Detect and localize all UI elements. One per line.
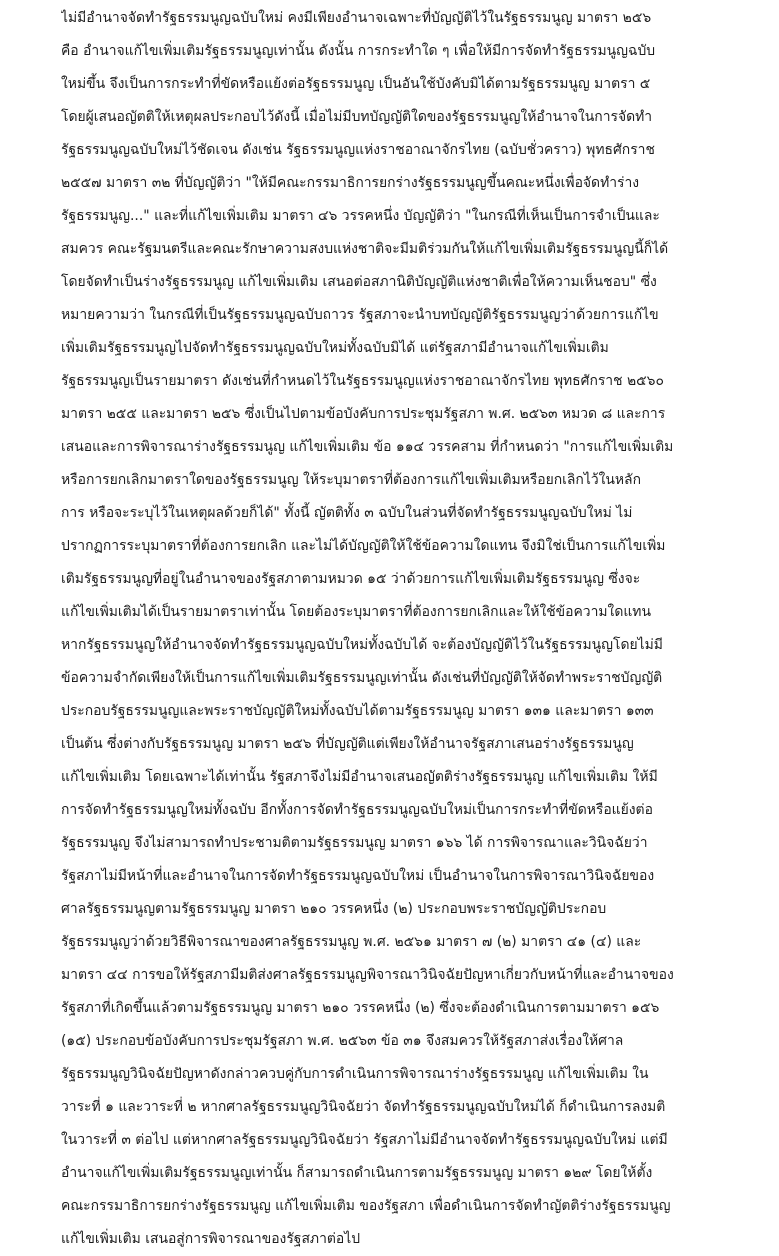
text-line: หากรัฐธรรมนูญให้อำนาจจัดทำรัฐธรรมนูญฉบับใหม่ทั้งฉบับได้ จะต้องบัญญัติไว้ในรัฐธรรมนูญโดยไม่มี: [61, 637, 663, 653]
text-line: ในวาระที่ ๓ ต่อไป แต่หากศาลรัฐธรรมนูญวินิจฉัยว่า รัฐสภาไม่มีอำนาจจัดทำรัฐธรรมนูญฉบับใหม่ แต่มี: [61, 1132, 668, 1148]
text-line: ไม่มีอำนาจจัดทำรัฐธรรมนูญฉบับใหม่ คงมีเพียงอำนาจเฉพาะที่บัญญัติไว้ในรัฐธรรมนูญ มาตรา ๒๕๖: [61, 10, 652, 26]
text-line: ปรากฏการระบุมาตราที่ต้องการยกเลิก และไม่ได้บัญญัติให้ใช้ข้อความใดแทน จึงมิใช่เป็นการแก้ไขเพิ่ม: [61, 538, 666, 554]
text-line: โดยจัดทำเป็นร่างรัฐธรรมนูญ แก้ไขเพิ่มเติม เสนอต่อสภานิติบัญญัติแห่งชาติเพื่อให้ความเห็นชอบ" ซึ่ง: [61, 274, 657, 290]
text-line: การ หรือจะระบุไว้ในเหตุผลด้วยก็ได้" ทั้งนี้ ญัตติทั้ง ๓ ฉบับในส่วนที่จัดทำรัฐธรรมนูญฉบับใหม่ ไม่: [61, 505, 633, 521]
text-line: รัฐธรรมนูญว่าด้วยวิธีพิจารณาของศาลรัฐธรรมนูญ พ.ศ. ๒๕๖๑ มาตรา ๗ (๒) มาตรา ๔๑ (๔) และ: [61, 934, 642, 950]
text-line: แก้ไขเพิ่มเติม โดยเฉพาะได้เท่านั้น รัฐสภาจึงไม่มีอำนาจเสนอญัตติร่างรัฐธรรมนูญ แก้ไขเพิ่มเติม ให้มี: [61, 769, 658, 785]
text-line: เป็นต้น ซึ่งต่างกับรัฐธรรมนูญ มาตรา ๒๕๖ ที่บัญญัติแต่เพียงให้อำนาจรัฐสภาเสนอร่างรัฐธรรมนูญ: [61, 736, 634, 752]
text-line: ๒๕๕๗ มาตรา ๓๒ ที่บัญญัติว่า "ให้มีคณะกรรมาธิการยกร่างรัฐธรรมนูญขึ้นคณะหนึ่งเพื่อจัดทำร่าง: [61, 175, 640, 191]
body-paragraph: [61, 2, 771, 1256]
text-line: มาตรา ๒๕๕ และมาตรา ๒๕๖ ซึ่งเป็นไปตามข้อบังคับการประชุมรัฐสภา พ.ศ. ๒๕๖๓ หมวด ๘ และการ: [61, 406, 666, 422]
text-line: แก้ไขเพิ่มเติมได้เป็นรายมาตราเท่านั้น โดยต้องระบุมาตราที่ต้องการยกเลิกและให้ใช้ข้อความใดแทน: [61, 604, 651, 620]
text-line: รัฐสภาไม่มีหน้าที่และอำนาจในการจัดทำรัฐธรรมนูญฉบับใหม่ เป็นอำนาจในการพิจารณาวินิจฉัยของ: [61, 868, 655, 884]
text-line: โดยผู้เสนอญัตติให้เหตุผลประกอบไว้ดังนี้ เมื่อไม่มีบทบัญญัติใดของรัฐธรรมนูญให้อำนาจในการจัดทำ: [61, 109, 653, 125]
text-line: รัฐธรรมนูญวินิจฉัยปัญหาดังกล่าวควบคู่กับการดำเนินการพิจารณาร่างรัฐธรรมนูญ แก้ไขเพิ่มเติม ใน: [61, 1066, 649, 1082]
text-line: เพิ่มเติมรัฐธรรมนูญไปจัดทำรัฐธรรมนูญฉบับใหม่ทั้งฉบับมิได้ แต่รัฐสภามีอำนาจแก้ไขเพิ่มเติม: [61, 340, 609, 356]
text-line: รัฐสภาที่เกิดขึ้นแล้วตามรัฐธรรมนูญ มาตรา ๒๑๐ วรรคหนึ่ง (๒) ซึ่งจะต้องดำเนินการตามมาตรา ๑๕๖: [61, 1000, 660, 1016]
text-line: มาตรา ๔๔ การขอให้รัฐสภามีมติส่งศาลรัฐธรรมนูญพิจารณาวินิจฉัยปัญหาเกี่ยวกับหน้าที่และอำนาจของ: [61, 967, 674, 983]
text-line: คณะกรรมาธิการยกร่างรัฐธรรมนูญ แก้ไขเพิ่มเติม ของรัฐสภา เพื่อดำเนินการจัดทำญัตติร่างรัฐธรรมนูญ: [61, 1198, 671, 1214]
text-line: ศาลรัฐธรรมนูญตามรัฐธรรมนูญ มาตรา ๒๑๐ วรรคหนึ่ง (๒) ประกอบพระราชบัญญัติประกอบ: [61, 901, 607, 917]
text-line: รัฐธรรมนูญเป็นรายมาตรา ดังเช่นที่กำหนดไว้ในรัฐธรรมนูญแห่งราชอาณาจักรไทย พุทธศักราช ๒๕๖๐: [61, 373, 664, 389]
text-line: ข้อความจำกัดเพียงให้เป็นการแก้ไขเพิ่มเติมรัฐธรรมนูญเท่านั้น ดังเช่นที่บัญญัติให้จัดทำพระราชบัญญัติ: [61, 670, 663, 686]
text-line: เติมรัฐธรรมนูญที่อยู่ในอำนาจของรัฐสภาตามหมวด ๑๕ ว่าด้วยการแก้ไขเพิ่มเติมรัฐธรรมนูญ ซึ่งจะ: [61, 571, 641, 587]
text-line: รัฐธรรมนูญฉบับใหม่ไว้ชัดเจน ดังเช่น รัฐธรรมนูญแห่งราชอาณาจักรไทย (ฉบับชั่วคราว) พุทธศักราช: [61, 142, 655, 158]
text-line: หรือการยกเลิกมาตราใดของรัฐธรรมนูญ ให้ระบุมาตราที่ต้องการแก้ไขเพิ่มเติมหรือยกเลิกไว้ในหลัก: [61, 472, 641, 488]
text-line: เสนอและการพิจารณาร่างรัฐธรรมนูญ แก้ไขเพิ่มเติม ข้อ ๑๑๔ วรรคสาม ที่กำหนดว่า "การแก้ไขเพิ่มเติม: [61, 439, 674, 455]
text-line: แก้ไขเพิ่มเติม เสนอสู่การพิจารณาของรัฐสภาต่อไป: [61, 1231, 361, 1247]
text-line: รัฐธรรมนูญ จึงไม่สามารถทำประชามติตามรัฐธรรมนูญ มาตรา ๑๖๖ ได้ การพิจารณาและวินิจฉัยว่า: [61, 835, 648, 851]
text-line: อำนาจแก้ไขเพิ่มเติมรัฐธรรมนูญเท่านั้น ก็สามารถดำเนินการตามรัฐธรรมนูญ มาตรา ๑๒๙ โดยให้ตั้ง: [61, 1165, 653, 1181]
text-line: คือ อำนาจแก้ไขเพิ่มเติมรัฐธรรมนูญเท่านั้น ดังนั้น การกระทำใด ๆ เพื่อให้มีการจัดทำรัฐธรรมนูญฉบับ: [61, 43, 656, 59]
text-line: ใหม่ขึ้น จึงเป็นการกระทำที่ขัดหรือแย้งต่อรัฐธรรมนูญ เป็นอันใช้บังคับมิได้ตามรัฐธรรมนูญ มาตรา ๕: [61, 76, 651, 92]
text-line: รัฐธรรมนูญ..." และที่แก้ไขเพิ่มเติม มาตรา ๔๖ วรรคหนึ่ง บัญญัติว่า "ในกรณีที่เห็นเป็นการจำเป็นและ: [61, 208, 660, 224]
text-line: การจัดทำรัฐธรรมนูญใหม่ทั้งฉบับ อีกทั้งการจัดทำรัฐธรรมนูญฉบับใหม่เป็นการกระทำที่ขัดหรือแย้งต่อ: [61, 802, 653, 818]
text-line: สมควร คณะรัฐมนตรีและคณะรักษาความสงบแห่งชาติจะมีมติร่วมกันให้แก้ไขเพิ่มเติมรัฐธรรมนูญนี้ก็ได้: [61, 241, 669, 257]
text-line: วาระที่ ๑ และวาระที่ ๒ หากศาลรัฐธรรมนูญวินิจฉัยว่า จัดทำรัฐธรรมนูญฉบับใหม่ได้ ก็ดำเนินการลงมติ: [61, 1099, 666, 1115]
text-line: (๑๕) ประกอบข้อบังคับการประชุมรัฐสภา พ.ศ. ๒๕๖๓ ข้อ ๓๑ จึงสมควรให้รัฐสภาส่งเรื่องให้ศาล: [61, 1033, 624, 1049]
text-line: หมายความว่า ในกรณีที่เป็นรัฐธรรมนูญฉบับถาวร รัฐสภาจะนำบทบัญญัติรัฐธรรมนูญว่าด้วยการแก้ไข: [61, 307, 659, 323]
text-line: ประกอบรัฐธรรมนูญและพระราชบัญญัติใหม่ทั้งฉบับได้ตามรัฐธรรมนูญ มาตรา ๑๓๑ และมาตรา ๑๓๓: [61, 703, 654, 719]
